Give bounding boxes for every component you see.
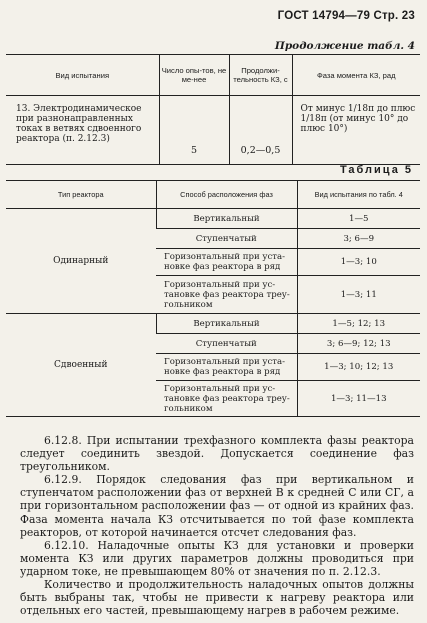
table5-caption: Таблица 5 (339, 164, 413, 176)
table4-cell-phase: От минус 1/18π до плюс 1/18π (от минус 10° до плюс 10°) (292, 96, 420, 165)
table5-tests: 1—5; 12; 13 (297, 314, 420, 334)
paragraph-6-12-9: 6.12.9. Порядок следования фаз при вертикальном и ступенчатом расположении фаз от верхней В к средней С или СГ, а при горизонтальном расположении фаз — от одной из крайних фаз. Фаза момента начала КЗ отсчитывается по той фазе комплекта реакторов, от которой начинается отсчет следования фаз. (20, 473, 414, 539)
table-row (6, 96, 420, 165)
table4-header-test: Вид испытания (6, 55, 159, 96)
table4-header-count: Число опы-тов, не ме-нее (159, 55, 229, 96)
paragraph-adjustment-tests: Количество и продолжительность наладочных опытов должны быть выбраны так, чтобы не привести к нагреву реактора или отдельных его частей, превышающему нагрев в рабочем режиме. (20, 578, 414, 618)
table4-header-phase: Фаза момента КЗ, рад (292, 55, 420, 96)
table5-tests: 1—3; 10; 12; 13 (297, 354, 420, 381)
table4-cell-count: 5 (159, 96, 229, 165)
table5-arrangement: Ступенчатый (156, 334, 297, 354)
table5-tests: 1—3; 11 (297, 276, 420, 314)
table5-tests: 1—3; 10 (297, 249, 420, 276)
table5-tests: 1—3; 11—13 (297, 381, 420, 417)
table5-arrangement: Горизонтальный при ус-тановке фаз реактора треу-гольником (156, 381, 297, 417)
table5-header-type: Тип реактора (6, 181, 156, 209)
table5-header-row (6, 181, 420, 209)
table4-header-row (6, 55, 420, 96)
table5-arrangement: Вертикальный (156, 209, 297, 229)
table5-tests: 3; 6—9; 12; 13 (297, 334, 420, 354)
table5-header-arrangement: Способ расположения фаз (156, 181, 297, 209)
table4-header-duration: Продолжи-тельность КЗ, с (229, 55, 292, 96)
table5-type-double: Сдвоенный (6, 314, 156, 417)
table5-arrangement: Горизонтальный при ус-тановке фаз реактора треу-гольником (156, 276, 297, 314)
table-row (6, 209, 420, 229)
table5-header-tests: Вид испытания по табл. 4 (297, 181, 420, 209)
table5-arrangement: Ступенчатый (156, 229, 297, 249)
table4 (6, 54, 420, 165)
table5-arrangement: Горизонтальный при уста-новке фаз реактора в ряд (156, 354, 297, 381)
paragraph-6-12-8: 6.12.8. При испытании трехфазного комплекта фазы реактора следует соединить звездой. Допускается соединение фаз треугольником. (20, 434, 414, 474)
table5 (6, 180, 420, 417)
table4-cell-name: 13. Электродинамическое при разнонаправленных токах в ветвях сдвоенного реактора (п. 2.12.3) (6, 96, 159, 165)
table5-tests: 3; 6—9 (297, 229, 420, 249)
body-text (20, 434, 414, 617)
table4-continuation-label: Продолжение табл. 4 (274, 40, 415, 52)
table5-tests: 1—5 (297, 209, 420, 229)
table5-arrangement: Горизонтальный при уста-новке фаз реактора в ряд (156, 249, 297, 276)
table4-cell-duration: 0,2—0,5 (229, 96, 292, 165)
table-row (6, 314, 420, 334)
table5-arrangement: Вертикальный (156, 314, 297, 334)
page-header: ГОСТ 14794—79 Стр. 23 (277, 10, 415, 22)
table5-type-single: Одинарный (6, 209, 156, 314)
paragraph-6-12-10: 6.12.10. Наладочные опыты КЗ для установки и проверки момента КЗ или других параметров должны проводиться при ударном токе, не превышающем 80% от значения по п. 2.12.3. (20, 538, 414, 578)
